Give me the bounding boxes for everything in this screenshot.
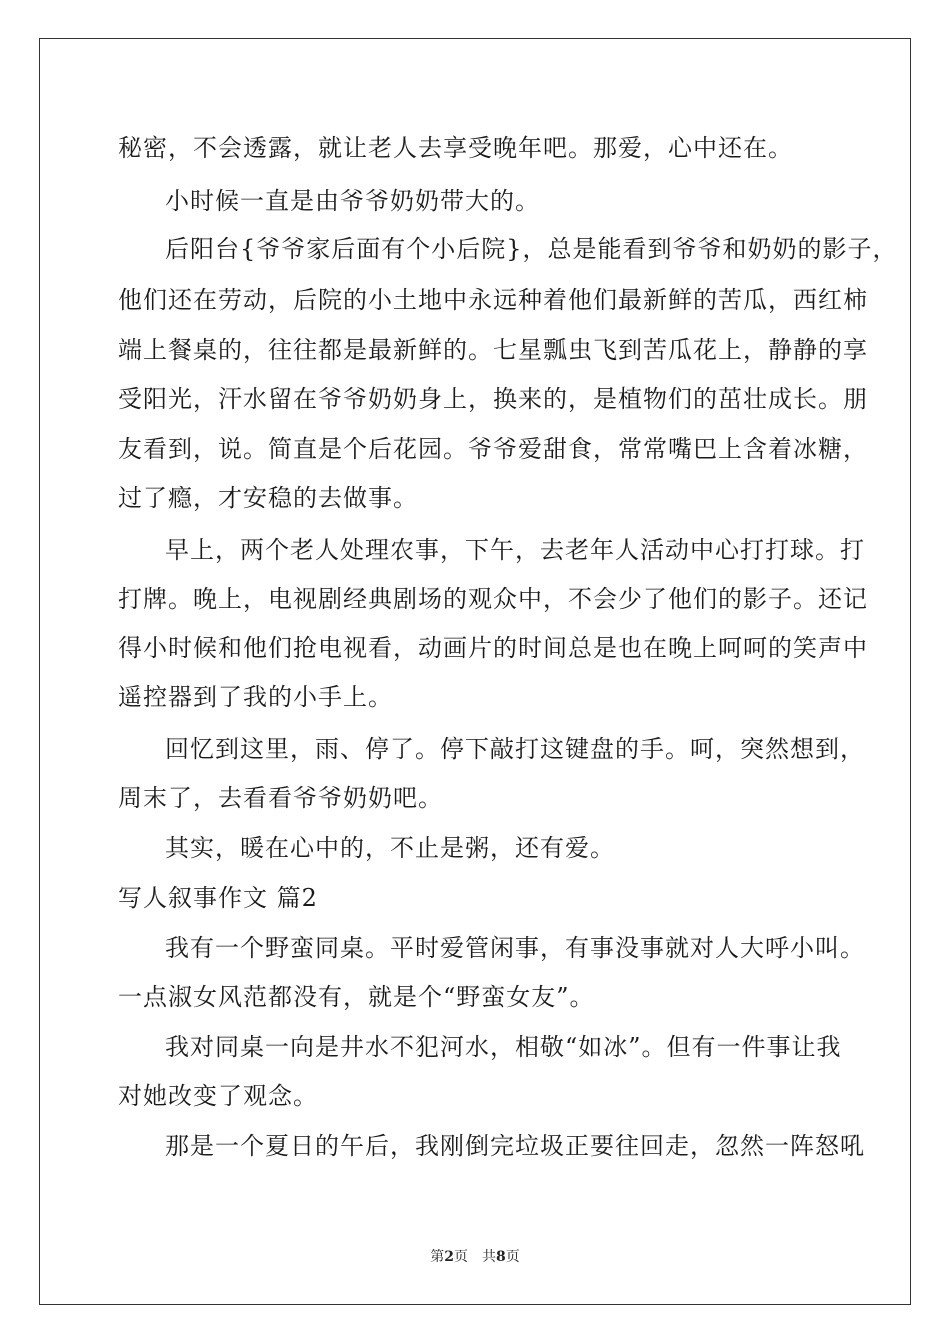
text-line: 周末了，去看看爷爷奶奶吧。 <box>118 784 443 812</box>
text-line: 秘密，不会透露，就让老人去享受晚年吧。那爱，心中还在。 <box>118 134 793 162</box>
page-mid: 页 共 <box>454 1249 496 1265</box>
page-current: 2 <box>444 1249 454 1265</box>
text-line: 其实，暖在心中的，不止是粥，还有爱。 <box>165 834 615 862</box>
page-suffix: 页 <box>505 1249 520 1265</box>
text-line: 我有一个野蛮同桌。平时爱管闲事，有事没事就对人大呼小叫。 <box>165 934 865 962</box>
text-line: 一点淑女风范都没有，就是个“野蛮女友”。 <box>118 983 595 1011</box>
text-line: 我对同桌一向是井水不犯河水，相敬“如冰”。但有一件事让我 <box>165 1033 842 1061</box>
text-line: 受阳光，汗水留在爷爷奶奶身上，换来的，是植物们的茁壮成长。朋 <box>118 385 868 413</box>
page-footer <box>0 1248 950 1266</box>
section-heading: 写人叙事作文 篇2 <box>118 884 318 912</box>
text-line: 打牌。晚上，电视剧经典剧场的观众中，不会少了他们的影子。还记 <box>118 585 868 613</box>
page-prefix: 第 <box>430 1249 445 1265</box>
text-line: 得小时候和他们抢电视看，动画片的时间总是也在晚上呵呵的笑声中 <box>118 634 868 662</box>
text-line: 后阳台{爷爷家后面有个小后院}，总是能看到爷爷和奶奶的影子， <box>165 235 898 263</box>
text-line: 回忆到这里，雨、停了。停下敲打这键盘的手。呵，突然想到， <box>165 735 865 763</box>
text-line: 那是一个夏日的午后，我刚倒完垃圾正要往回走，忽然一阵怒吼 <box>165 1132 865 1160</box>
text-line: 对她改变了观念。 <box>118 1082 318 1110</box>
text-line: 友看到，说。简直是个后花园。爷爷爱甜食，常常嘴巴上含着冰糖， <box>118 435 868 463</box>
page-total: 8 <box>496 1249 506 1265</box>
text-line: 端上餐桌的，往往都是最新鲜的。七星瓢虫飞到苦瓜花上，静静的享 <box>118 336 868 364</box>
text-line: 小时候一直是由爷爷奶奶带大的。 <box>165 187 540 215</box>
text-line: 他们还在劳动，后院的小土地中永远种着他们最新鲜的苦瓜，西红柿 <box>118 286 868 314</box>
page-border <box>39 38 911 1305</box>
text-line: 早上，两个老人处理农事，下午，去老年人活动中心打打球。打 <box>165 536 865 564</box>
text-line: 过了瘾，才安稳的去做事。 <box>118 484 418 512</box>
text-line: 遥控器到了我的小手上。 <box>118 683 393 711</box>
